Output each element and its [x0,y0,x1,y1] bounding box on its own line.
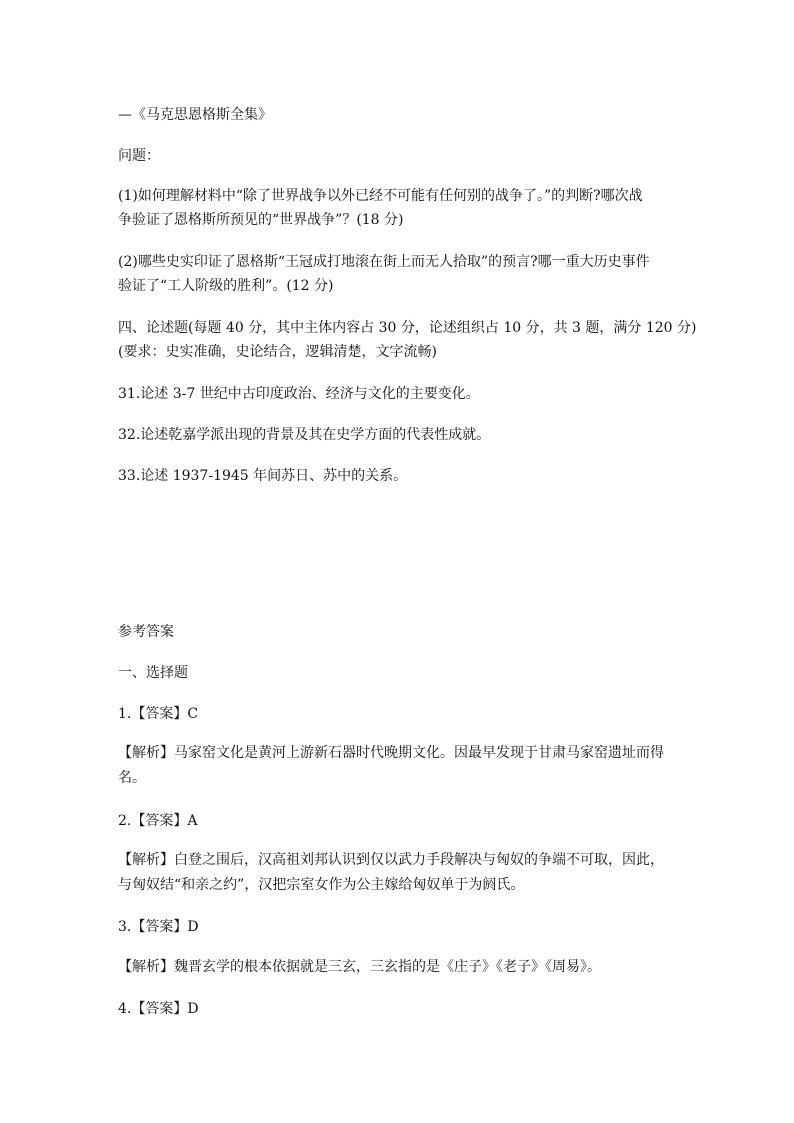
question-1-line-1: (1)如何理解材料中“除了世界战争以外已经不可能有任何别的战争了。”的判断?哪次战 [118,188,643,204]
essay-question-33: 33.论述 1937-1945 年间苏日、苏中的关系。 [118,468,408,484]
answer-3-explanation: 【解析】魏晋玄学的根本依据就是三玄，三玄指的是《庄子》《老子》《周易》。 [118,959,601,975]
answer-4-label: 4.【答案】D [118,1001,199,1017]
answer-2-label: 2.【答案】A [118,813,198,829]
answer-1-explanation-line-2: 名。 [118,770,146,786]
question-2-line-1: (2)哪些史实印证了恩格斯“王冠成打地滚在街上而无人拾取”的预言?哪一重大历史事件 [118,254,650,270]
essay-question-32: 32.论述乾嘉学派出现的背景及其在史学方面的代表性成就。 [118,427,491,443]
answer-2-explanation-line-2: 与匈奴结“和亲之约”，汉把宗室女作为公主嫁给匈奴单于为阏氏。 [118,877,525,893]
question-1-line-2: 争验证了恩格斯所预见的“世界战争”？(18 分) [118,212,404,228]
answer-1-explanation-line-1: 【解析】马家窑文化是黄河上游新石器时代晚期文化。因最早发现于甘肃马家窑遗址而得 [118,745,664,761]
answers-section-1: 一、选择题 [118,665,188,681]
essay-question-31: 31.论述 3-7 世纪中古印度政治、经济与文化的主要变化。 [118,386,480,402]
section-4-heading: 四、论述题(每题 40 分，其中主体内容占 30 分，论述组织占 10 分，共 3 题，满分 120 分) [118,320,697,336]
answer-3-label: 3.【答案】D [118,919,199,935]
section-4-requirements: (要求：史实准确，史论结合，逻辑清楚，文字流畅) [118,344,437,360]
question-2-line-2: 验证了“工人阶级的胜利”。(12 分) [118,278,334,294]
source-citation: —《马克思恩格斯全集》 [118,107,272,123]
answer-2-explanation-line-1: 【解析】白登之围后，汉高祖刘邦认识到仅以武力手段解决与匈奴的争端不可取，因此， [118,852,664,868]
answer-1-label: 1.【答案】C [118,706,199,722]
answers-heading: 参考答案 [118,624,174,640]
question-label: 问题： [118,148,160,164]
